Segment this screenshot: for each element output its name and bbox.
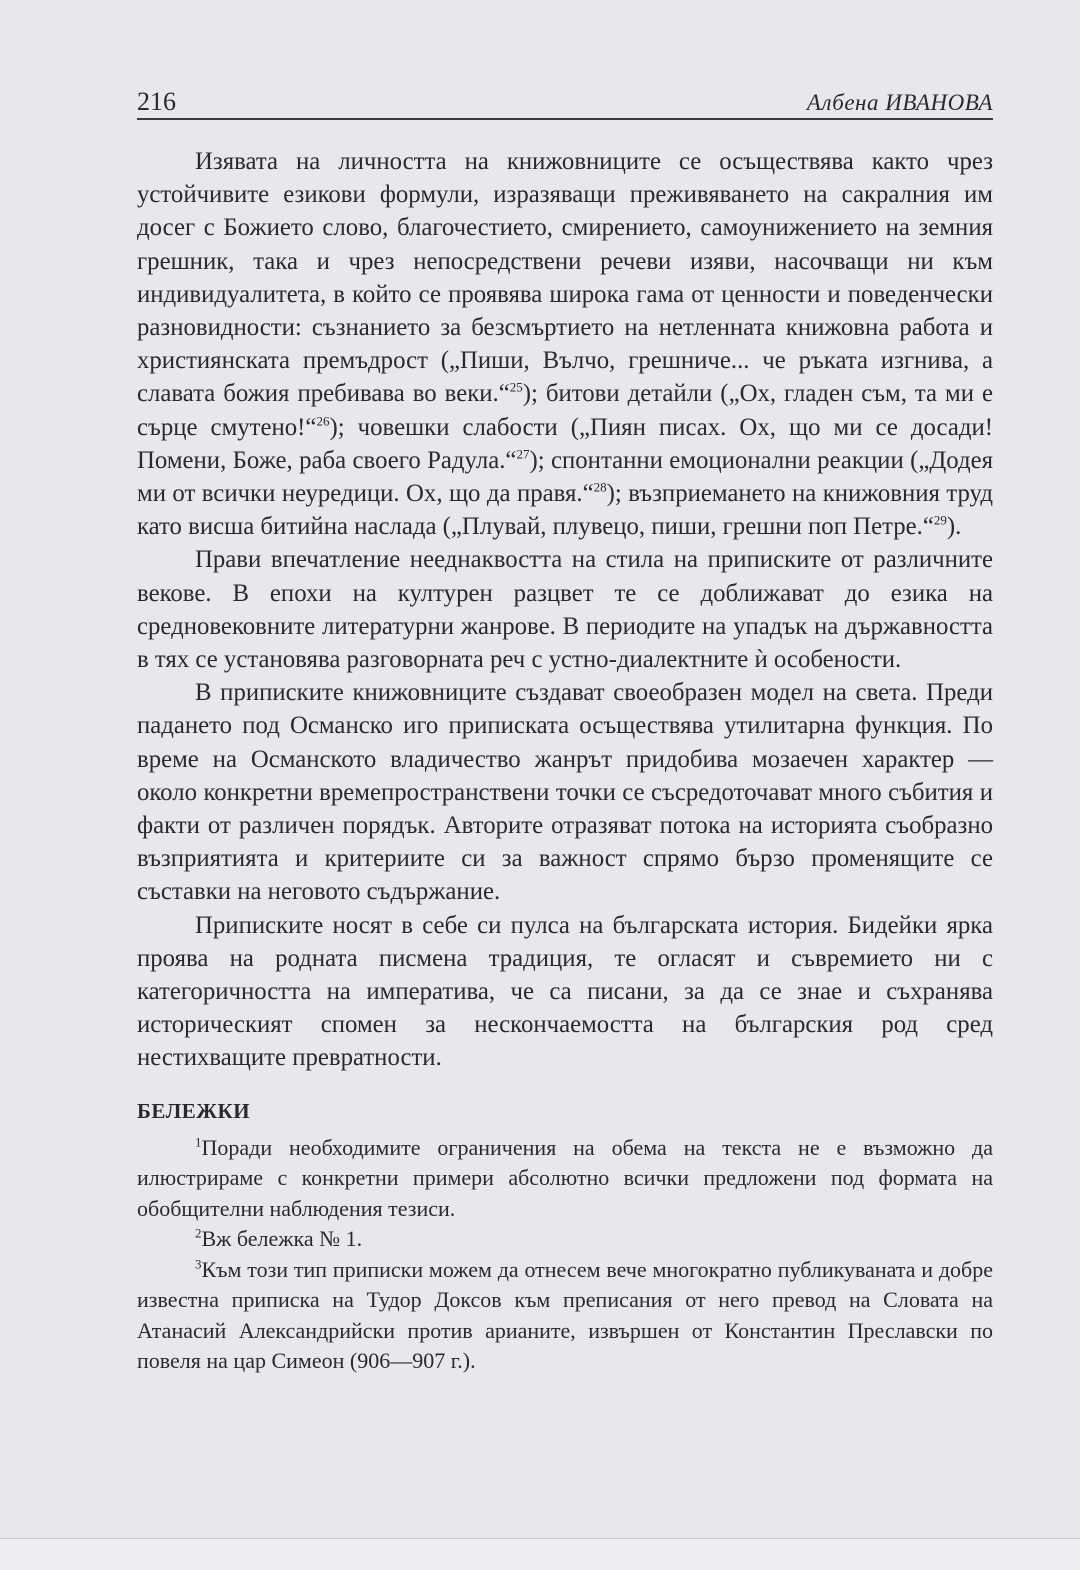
footnote-ref-27: 27 (516, 446, 530, 462)
note-number: 2 (195, 1225, 202, 1241)
paragraph-1: Изявата на личността на книжовниците се осъществява както чрез устойчивите езикови формули, изразяващи преживяването на сакралния им досег с Божието слово, благочестието, смирението, самоунижението на земния грешник, така и чрез непосредствени речеви изяви, насочващи ни към индивидуалитета, в който се проявява широка гама от ценности и поведенчески разновидности: съзнанието за безсмъртието на нетленната книжовна работа и християнската премъдрост („Пиши, Вълчо, грешниче... че ръката изгнива, а славата божия пребивава во веки.“$^{25}$); битови детайли („Ох, гладен съм, та ми е сърце смутено!“$^{26}$); човешки слабости („Пиян писах. Ох, що ми се досади! Помени, Боже, раба своего Радула.“$^{27}$); спонтанни емоционални реакции („Додея ми от всички неуредици. Ох, що да правя.“$^{28}$); възприемането на книжовния труд като висша битийна наслада („Плувай, плувецо, пиши, грешни поп Петре.“$^{29}$). (137, 148, 994, 541)
running-header (137, 86, 993, 120)
paragraph-3: В приписките книжовниците създават своеобразен модел на света. Преди падането под Османско иго приписката осъществява утилитарна функция. По време на Османското владичество жанрът придобива мозаечен характер — около конкретни времепространствени точки се съсредоточават много събития и факти от различен порядък. Авторите отразяват потока на историята съобразно възприятията и критериите си за важност спрямо бързо променящите се съставки на неговото съдържание. (137, 679, 993, 906)
author-running-head: Албена ИВАНОВА (806, 90, 993, 115)
footnote-ref-25: 25 (509, 380, 523, 396)
paragraph-2: Прави впечатление нееднаквостта на стила на приписките от различните векове. В епохи на културен разцвет те се доближават до езика на средновековните литературни жанрове. В периодите на упадък на държавността в тях се установява разговорната реч с устно-диалектните ѝ особености. (137, 546, 993, 674)
note-text: Вж бележка № 1. (201, 1226, 363, 1252)
header-rule (137, 118, 993, 120)
article-body (137, 145, 993, 1377)
footnote-ref-28: 28 (593, 479, 607, 495)
note-text: Към този тип приписки можем да отнесем вече многократно публикуваната и добре известна приписка на Тудор Доксов към преписания от него превод на Словата на Атанасий Александрийски против арианите, извършен от Константин Преславски по повеля на цар Симеон (906—907 г.). (137, 1256, 993, 1374)
note-number: 3 (195, 1256, 202, 1272)
notes-heading: БЕЛЕЖКИ (137, 1098, 251, 1123)
page-bottom-edge (0, 1538, 1080, 1570)
page-number: 216 (137, 87, 176, 116)
note-text: Поради необходимите ограничения на обема на текста не е възможно да илюстрираме с конкретни примери абсолютно всички предложени под формата на обобщителни наблюдения тезиси. (137, 1134, 993, 1221)
note-3 (137, 1255, 993, 1377)
footnote-ref-29: 29 (933, 512, 947, 528)
paragraph-4: Приписките носят в себе си пулса на българската история. Бидейки ярка проява на родната писмена традиция, те огласят и съвремието ни с категоричността на императива, че са писани, за да се знае и съхранява историческият спомен за нескончаемостта на българския род сред нестихващите превратности. (137, 911, 993, 1072)
note-1 (137, 1133, 993, 1225)
note-2 (137, 1224, 993, 1255)
footnote-ref-26: 26 (316, 413, 330, 429)
note-number: 1 (195, 1134, 202, 1150)
